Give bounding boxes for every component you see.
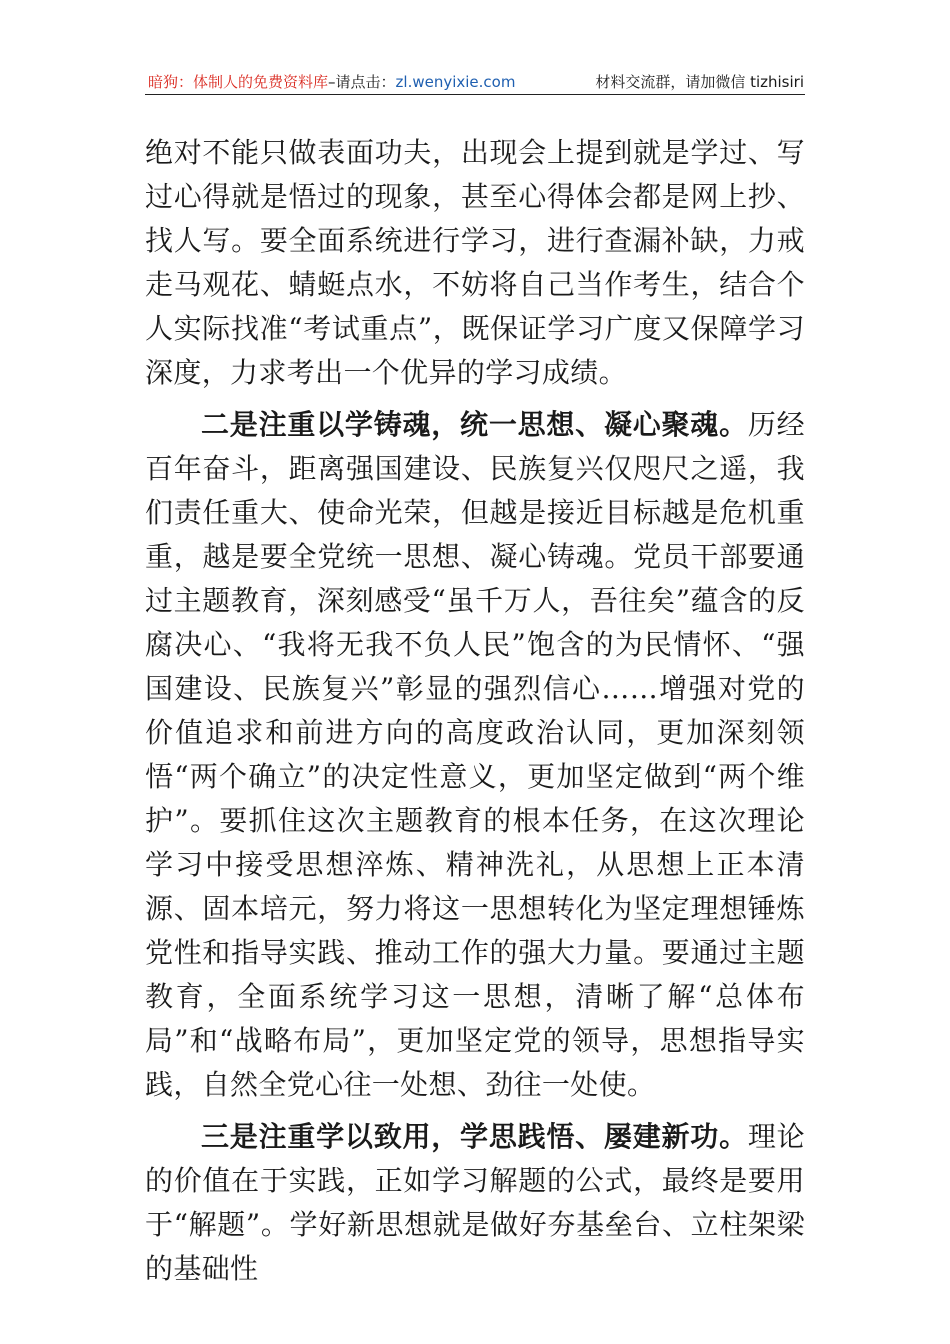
group-note: 材料交流群，请加微信 tizhisiri: [595, 73, 804, 91]
site-name: 暗狗：体制人的免费资料库: [148, 73, 329, 91]
paragraph-text: 理论的价值在于实践，正如学习解题的公式，最终是要用于“解题”。学好新思想就是做好夯基垒台、立柱架梁的基础性: [145, 1120, 806, 1285]
header-left: [148, 71, 515, 93]
paragraph-text: 绝对不能只做表面功夫，出现会上提到就是学过、写过心得就是悟过的现象，甚至心得体会都是网上抄、找人写。要全面系统进行学习，进行查漏补缺，力戒走马观花、蜻蜓点水，不妨将自己当作考生，结合个人实际找准“考试重点”，既保证学习广度又保障学习深度，力求考出一个优异的学习成绩。: [145, 136, 805, 389]
paragraph-point-two: [145, 403, 805, 1107]
site-url-link[interactable]: zl.wenyixie.com: [395, 73, 516, 91]
paragraph-lead: 三是注重学以致用，学思践悟、屡建新功。: [201, 1120, 748, 1153]
document-body: [145, 131, 805, 1291]
paragraph-point-three: [145, 1115, 805, 1291]
header-divider: [145, 94, 805, 95]
click-prompt: –请点击：: [328, 73, 396, 91]
paragraph-lead: 二是注重以学铸魂，统一思想、凝心聚魂。: [201, 408, 748, 441]
page-header: [148, 70, 804, 94]
paragraph-continuation: [145, 131, 805, 395]
paragraph-text: 历经百年奋斗，距离强国建设、民族复兴仅咫尺之遥，我们责任重大、使命光荣，但越是接近目标越是危机重重，越是要全党统一思想、凝心铸魂。党员干部要通过主题教育，深刻感受“虽千万人，吾往矣”蕴含的反腐决心、“我将无我不负人民”饱含的为民情怀、“强国建设、民族复兴”彰显的强烈信心……增强对党的价值追求和前进方向的高度政治认同，更加深刻领悟“两个确立”的决定性意义，更加坚定做到“两个维护”。要抓住这次主题教育的根本任务，在这次理论学习中接受思想淬炼、精神洗礼，从思想上正本清源、固本培元，努力将这一思想转化为坚定理想锤炼党性和指导实践、推动工作的强大力量。要通过主题教育，全面系统学习这一思想，清晰了解“总体布局”和“战略布局”，更加坚定党的领导，思想指导实践，自然全党心往一处想、劲往一处使。: [145, 408, 806, 1101]
